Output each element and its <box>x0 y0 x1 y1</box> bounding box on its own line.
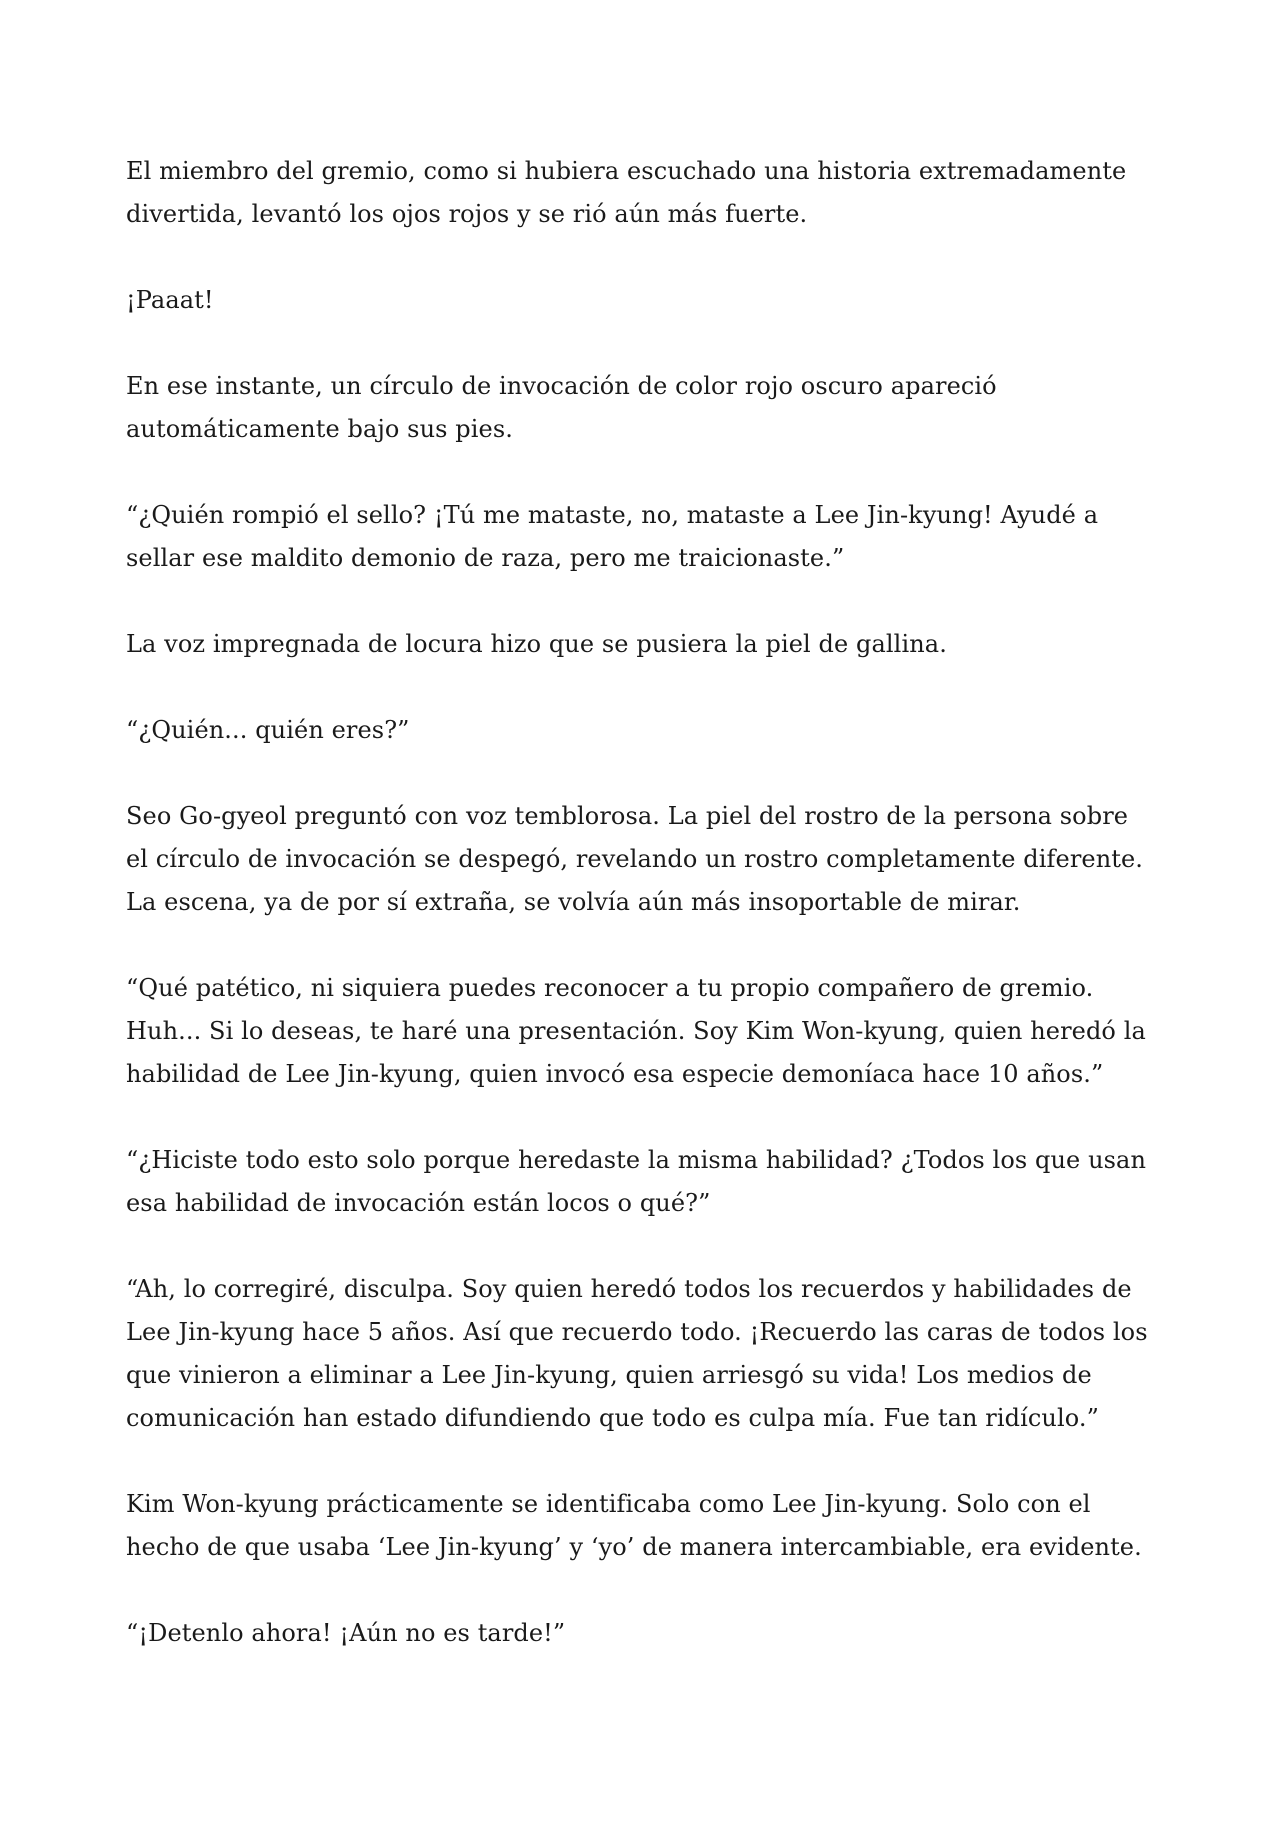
paragraph: “Qué patético, ni siquiera puedes reconocer a tu propio compañero de gremio. Huh... Si lo deseas, te haré una presentación. Soy Kim Won-kyung, quien heredó la habilidad de Lee Jin-kyung, quien invocó esa especie demoníaca hace 10 años.” <box>126 974 1146 1088</box>
paragraph: Seo Go-gyeol preguntó con voz temblorosa. La piel del rostro de la persona sobre el círculo de invocación se despegó, revelando un rostro completamente diferente. La escena, ya de por sí extraña, se volvía aún más insoportable de mirar. <box>126 802 1144 916</box>
document-body <box>126 150 1156 1698</box>
paragraph: “¿Hiciste todo esto solo porque heredaste la misma habilidad? ¿Todos los que usan esa habilidad de invocación están locos o qué?” <box>126 1146 1147 1217</box>
paragraph: “¿Quién rompió el sello? ¡Tú me mataste, no, mataste a Lee Jin-kyung! Ayudé a sellar ese maldito demonio de raza, pero me traicionaste.” <box>126 501 1099 572</box>
paragraph: La voz impregnada de locura hizo que se pusiera la piel de gallina. <box>126 630 947 658</box>
paragraph: “Ah, lo corregiré, disculpa. Soy quien heredó todos los recuerdos y habilidades de Lee Jin-kyung hace 5 años. Así que recuerdo todo. ¡Recuerdo las caras de todos los que vinieron a eliminar a Lee Jin-kyung, quien arriesgó su vida! Los medios de comunicación han estado difundiendo que todo es culpa mía. Fue tan ridículo.” <box>126 1275 1148 1432</box>
paragraph: ¡Paaat! <box>126 286 214 314</box>
paragraph: El miembro del gremio, como si hubiera escuchado una historia extremadamente divertida, levantó los ojos rojos y se rió aún más fuerte. <box>126 157 1127 228</box>
paragraph: En ese instante, un círculo de invocación de color rojo oscuro apareció automáticamente bajo sus pies. <box>126 372 997 443</box>
paragraph: “¡Detenlo ahora! ¡Aún no es tarde!” <box>126 1619 566 1647</box>
paragraph: Kim Won-kyung prácticamente se identificaba como Lee Jin-kyung. Solo con el hecho de que usaba ‘Lee Jin-kyung’ y ‘yo’ de manera intercambiable, era evidente. <box>126 1490 1142 1561</box>
paragraph: “¿Quién... quién eres?” <box>126 716 410 744</box>
